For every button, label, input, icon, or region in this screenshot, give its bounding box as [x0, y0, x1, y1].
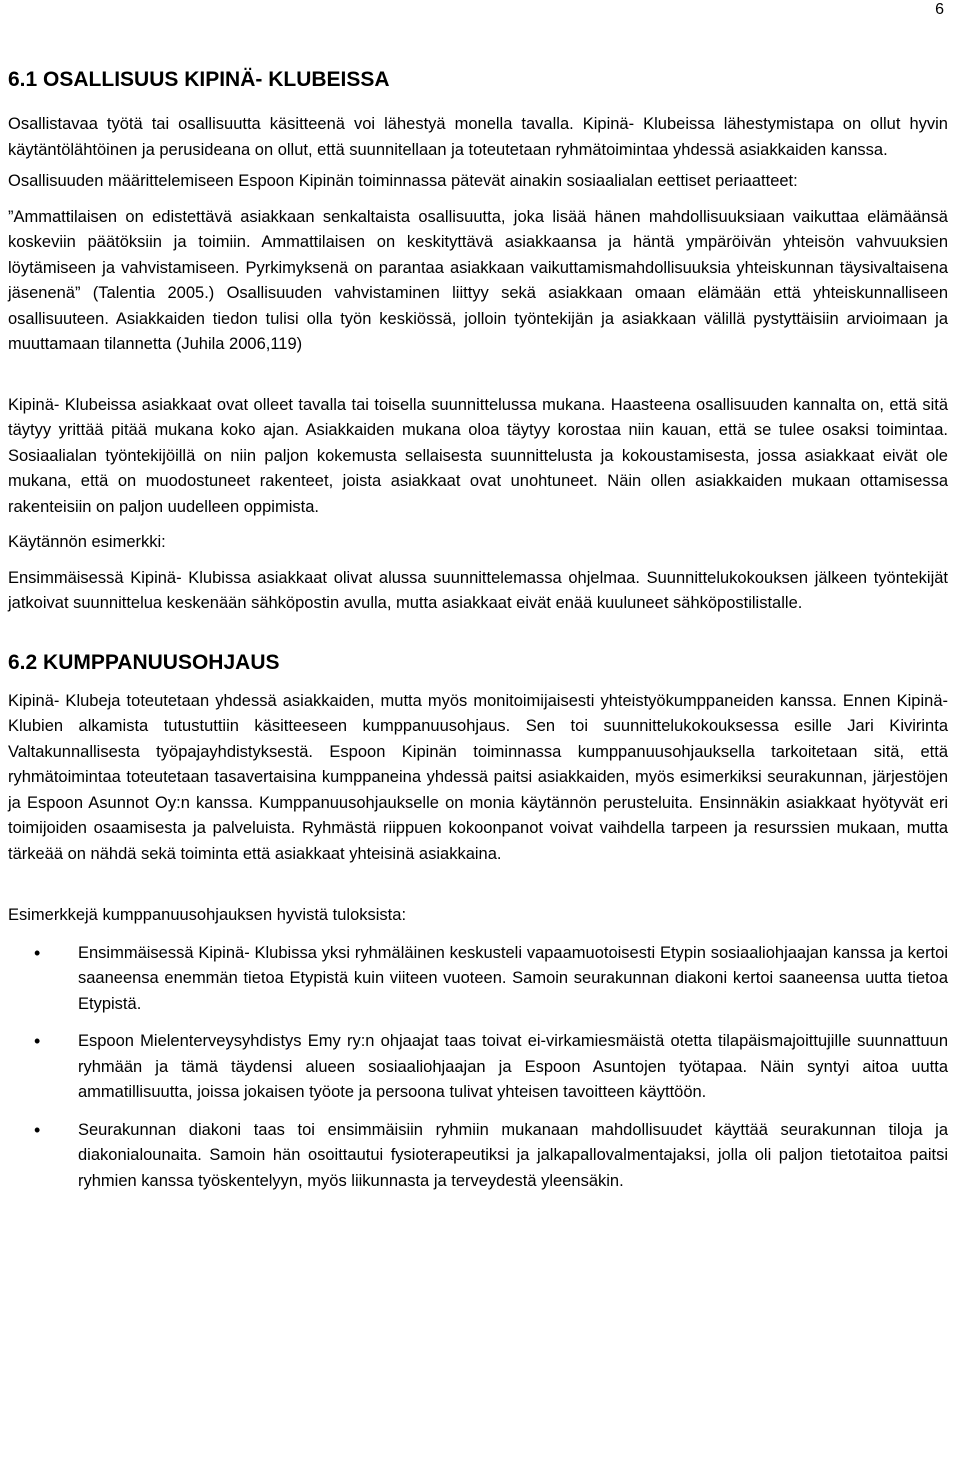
paragraph-intro: Osallistavaa työtä tai osallisuutta käsitteenä voi lähestyä monella tavalla. Kipinä- Klubeissa lähestymistapa on ollut hyvin käytäntölähtöinen ja perusideana on ollut, että suunnitellaan ja toteutetaan ryhmätoimintaa yhdessä asiakkaiden kanssa. — [8, 115, 948, 159]
example-label: Käytännön esimerkki: — [8, 533, 166, 551]
paragraph-klubs-participation: Kipinä- Klubeissa asiakkaat ovat olleet tavalla tai toisella suunnittelussa mukana. Haasteena osallisuuden kannalta on, että sitä täytyy yrittää pitää mukana koko ajan. Asiakkaiden mukana oloa täytyy korostaa niin kauan, että se tulee osaksi toimintaa. Sosiaalialan työntekijöillä on niin paljon kokemusta sellaisesta suunnittelusta ja kokoustamisesta, jossa asiakkaat eivät ole mukana, että on muodostuneet rakenteet, joista asiakkaat ovat unohtuneet. Näin ollen asiakkaiden mukaan ottamisessa rakenteisiin on paljon uudelleen oppimista. — [8, 395, 948, 516]
section-heading-number: 6. — [8, 650, 26, 674]
paragraph-quote: ”Ammattilaisen on edistettävä asiakkaan senkaltaista osallisuutta, joka lisää hänen mahdollisuuksiaan vaikuttaa elämäänsä koskeviin päätöksiin ja toimiin. Ammattilaisen on keskityttävä asiakkaansa ja häntä ympäröivän yhteisön vahvuuksien löytämiseen ja vahvistamiseen. Pyrkimyksenä on parantaa asiakkaan vaikuttamismahdollisuuksia yhteiskunnan täysivaltaisena jäsenenä” (Talentia 2005.) Osallisuuden vahvistaminen liittyy sekä asiakkaan omaan elämään että yhteiskunnalliseen osallisuuteen. Asiakkaiden tiedon tulisi olla työn keskiössä, jolloin työntekijän ja asiakkaan välillä pystyttäisiin arvioimaan ja muuttamaan tilannetta (Juhila 2006,119) — [8, 207, 948, 353]
list-item: • Seurakunnan diakoni taas toi ensimmäisiin ryhmiin mukanaan mahdollisuudet käyttää seurakunnan tiloja ja diakonialounaita. Samoin hän osoittautui fysioterapeutiksi ja jalkapallovalmentajaksi, jolla oli paljon tietotaitoa paitsi ryhmien kanssa työskentelyyn, myös liikunnasta ja terveydestä yleensäkin. — [8, 1118, 948, 1195]
page-number: 6 — [935, 1, 944, 18]
section-heading-6-1: 6.1 OSALLISUUS KIPINÄ- KLUBEISSA — [8, 68, 390, 91]
paragraph-example: Ensimmäisessä Kipinä- Klubissa asiakkaat olivat alussa suunnittelemassa ohjelmaa. Suunnittelukokouksen jälkeen työntekijät jatkoivat suunnittelua keskenään sähköpostin avulla, mutta asiakkaat eivät enää kuuluneet sähköpostilistalle. — [8, 568, 948, 612]
list-item: • Espoon Mielenterveysyhdistys Emy ry:n ohjaajat taas toivat ei-virkamiesmäistä otetta tilapäismajoittujille suunnattuun ryhmään ja tämä täydensi alueen sosiaaliohjaajan ja Espoon Asuntojen työtapaa. Näin syntyi aitoa uutta ammatillisuutta, joissa jokaisen työote ja persoona tulivat yhteisen tavoitteen käyttöön. — [8, 1029, 948, 1106]
results-list — [8, 941, 948, 1195]
paragraph-ethics: Osallisuuden määrittelemiseen Espoon Kipinän toiminnassa pätevät ainakin sosiaalialan eettiset periaatteet: — [8, 172, 798, 190]
document-body — [8, 66, 948, 1194]
paragraph-partnership: Kipinä- Klubeja toteutetaan yhdessä asiakkaiden, mutta myös monitoimijaisesti yhteistyökumppaneiden kanssa. Ennen Kipinä- Klubien alkamista tutustuttiin käsitteeseen kumppanuusohjaus. Sen toi suunnittelukokouksessa esille Jari Kivirinta Valtakunnallisesta työpajayhdistyksestä. Espoon Kipinän toiminnassa kumppanuusohjauksella tarkoitetaan sitä, että ryhmätoimintaa toteutetaan tasavertaisina kumppaneina yhdessä paitsi asiakkaiden, myös esimerkiksi seurakunnan, järjestöjen ja Espoon Asunnot Oy:n kanssa. Kumppanuusohjaukselle on monia käytännön perusteluita. Ensinnäkin asiakkaat hyötyvät eri toimijoiden osaamisesta ja palveluista. Ryhmästä riippuen kokoonpanot voivat vaihdella tarpeen ja resurssien mukaan, mutta tärkeää on nähdä sekä toiminta että asiakkaat yhteisinä asiakkaina. — [8, 691, 948, 863]
section-heading-title: 2 KUMPPANUUSOHJAUS — [25, 650, 280, 674]
list-item: • Ensimmäisessä Kipinä- Klubissa yksi ryhmäläinen keskusteli vapaamuotoisesti Etypin sosiaaliohjaajan kanssa ja kertoi saaneensa enemmän tietoa Etypistä kuin viiteen vuoteen. Samoin seurakunnan diakoni kertoi saaneensa uutta tietoa Etypistä. — [8, 941, 948, 1018]
section-heading-6-2 — [8, 649, 948, 677]
list-intro: Esimerkkejä kumppanuusohjauksen hyvistä tuloksista: — [8, 906, 407, 924]
